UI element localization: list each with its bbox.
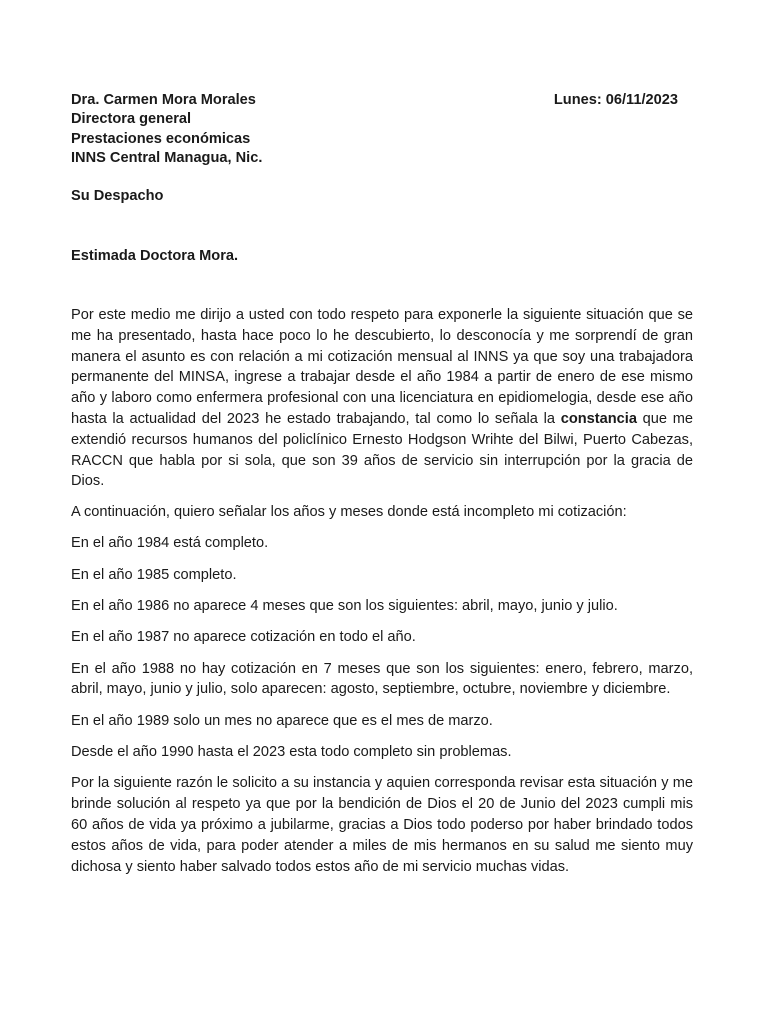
continuation-paragraph: A continuación, quiero señalar los años y meses donde está incompleto mi cotización: xyxy=(71,504,627,521)
recipient-name: Dra. Carmen Mora Morales xyxy=(71,92,256,108)
intro-paragraph xyxy=(71,305,693,492)
closing-paragraph: Por la siguiente razón le solicito a su instancia y aquien corresponda revisar esta situación y me brinde solución al respeto ya que por la bendición de Dios el 20 de Junio del 2023 cumpli mis 60 años de vida ya próximo a jubilarme, gracias a Dios todo poderso por haber brindado todos estos años de vida, para poder atender a miles de mis hermanos en su salud me siento muy dichosa y siento haber salvado todos estos año de mi servicio muchas vidas. xyxy=(71,775,693,875)
year-1985-line: En el año 1985 completo. xyxy=(71,566,237,583)
year-1986-line: En el año 1986 no aparece 4 meses que son los siguientes: abril, mayo, junio y julio. xyxy=(71,598,618,615)
recipient-title: Directora general xyxy=(71,111,192,128)
letter-date: Lunes: 06/11/2023 xyxy=(553,92,678,108)
intro-text-start: Por este medio me dirijo a usted con todo respeto para exponerle la siguiente situación que se me ha presentado, hasta hace poco lo he descubierto, lo desconocía y me sorprendí de gran manera el asunto es con relación a mi cotización mensual al INNS ya que soy una trabajadora permanente del MINSA, ingrese a trabajar desde el año 1984 a partir de enero de ese mismo año y laboro como enfermera profesional con una licenciatura en epidiomelogia, desde ese año hasta la actualidad del 2023 he estado trabajando, tal como lo señala la xyxy=(71,307,693,427)
year-1989-line: En el año 1989 solo un mes no aparece que es el mes de marzo. xyxy=(71,712,493,729)
intro-text-end: que me extendió recursos humanos del policlínico Ernesto Hodgson Wrihte del Bilwi, Puerto Cabezas, RACCN que habla por si sola, que son 39 años de servicio sin interrupción por la gracia de Dios. xyxy=(71,410,694,490)
year-1987-line: En el año 1987 no aparece cotización en todo el año. xyxy=(71,629,416,646)
letter-header xyxy=(71,91,678,168)
recipient-institution: INNS Central Managua, Nic. xyxy=(71,149,263,166)
greeting: Estimada Doctora Mora. xyxy=(71,248,239,264)
year-1990-2023-line: Desde el año 1990 hasta el 2023 esta todo completo sin problemas. xyxy=(71,744,512,761)
year-1984-line: En el año 1984 está completo. xyxy=(71,535,269,552)
despacho-line: Su Despacho xyxy=(71,188,164,204)
recipient-department: Prestaciones económicas xyxy=(71,130,251,147)
letter-body xyxy=(71,305,693,888)
intro-bold-word: constancia xyxy=(560,410,637,427)
year-1988-line: En el año 1988 no hay cotización en 7 meses que son los siguientes: enero, febrero, marzo, abril, mayo, junio y julio, solo aparecen: agosto, septiembre, octubre, noviembre y diciembre. xyxy=(71,660,693,698)
